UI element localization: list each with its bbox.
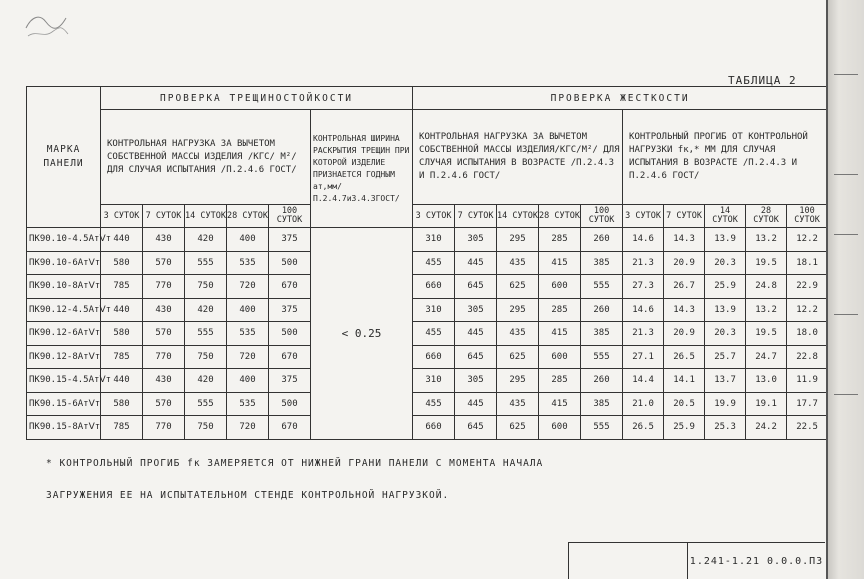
crack-load-value: 375 [269,228,311,252]
panel-mark: ПК90.12-8АтⅤт [27,345,101,369]
panel-mark: ПК90.10-4.5АтⅤт [27,228,101,252]
panel-mark: ПК90.15-8АтⅤт [27,416,101,440]
crack-load-value: 720 [227,275,269,299]
age-header-row [27,205,828,228]
deflection-value: 21.0 [623,392,664,416]
stiffness-load-value: 455 [413,251,455,275]
stiffness-load-value: 645 [455,275,497,299]
crack-load-header: КОНТРОЛЬНАЯ НАГРУЗКА ЗА ВЫЧЕТОМ СОБСТВЕННОЙ МАССЫ ИЗДЕЛИЯ /КГС/ М²/ ДЛЯ СЛУЧАЯ ИСПЫТАНИЯ /П.2.4.6 ГОСТ/ [101,110,311,205]
stiffness-load-value: 555 [581,416,623,440]
deflection-value: 26.7 [664,275,705,299]
table-row [27,392,828,416]
deflection-value: 14.3 [664,228,705,252]
crack-load-value: 770 [143,345,185,369]
deflection-value: 14.1 [664,369,705,393]
deflection-value: 19.5 [746,322,787,346]
stiffness-load-value: 305 [455,228,497,252]
stiffness-load-value: 415 [539,251,581,275]
panel-mark: ПК90.10-8АтⅤт [27,275,101,299]
crack-load-value: 500 [269,392,311,416]
crack-load-value: 440 [101,228,143,252]
adjacent-page-edge [826,0,864,579]
stiffness-load-value: 445 [455,392,497,416]
crack-load-value: 430 [143,228,185,252]
stiffness-load-value: 625 [497,345,539,369]
crack-load-value: 580 [101,322,143,346]
table-row [27,275,828,299]
deflection-value: 21.3 [623,251,664,275]
footnote-line-2: ЗАГРУЖЕНИЯ ЕЕ НА ИСПЫТАТЕЛЬНОМ СТЕНДЕ КОНТРОЛЬНОЙ НАГРУЗКОЙ. [46,490,450,501]
stiffness-load-value: 310 [413,369,455,393]
table-row [27,228,828,252]
stiffness-load-value: 555 [581,275,623,299]
deflection-value: 19.9 [705,392,746,416]
deflection-value: 13.9 [705,228,746,252]
age-header: 28 СУТОК [539,205,581,228]
deflection-value: 20.5 [664,392,705,416]
stiffness-load-value: 305 [455,369,497,393]
crack-width-header: КОНТРОЛЬНАЯ ШИРИНА РАСКРЫТИЯ ТРЕЩИН ПРИ КОТОРОЙ ИЗДЕЛИЕ ПРИЗНАЕТСЯ ГОДНЫМ aт,мм/П.2.4.7и3.4.3ГОСТ/ [311,110,413,228]
stiffness-load-value: 625 [497,275,539,299]
deflection-value: 14.6 [623,298,664,322]
crack-load-value: 555 [185,322,227,346]
edge-mark [834,220,858,235]
panel-mark: ПК90.15-6АтⅤт [27,392,101,416]
stiffness-load-value: 660 [413,416,455,440]
deflection-value: 20.3 [705,251,746,275]
deflection-value: 22.8 [787,345,828,369]
crack-load-value: 580 [101,251,143,275]
stiffness-load-value: 445 [455,251,497,275]
crack-load-value: 420 [185,298,227,322]
deflection-value: 11.9 [787,369,828,393]
table-row [27,416,828,440]
stiffness-load-value: 645 [455,345,497,369]
deflection-value: 26.5 [664,345,705,369]
crack-load-value: 750 [185,345,227,369]
stiffness-load-value: 645 [455,416,497,440]
deflection-value: 14.6 [623,228,664,252]
stiffness-load-value: 415 [539,322,581,346]
stiffness-load-value: 385 [581,322,623,346]
footnote-line-1: * КОНТРОЛЬНЫЙ ПРОГИБ fк ЗАМЕРЯЕТСЯ ОТ НИЖНЕЙ ГРАНИ ПАНЕЛИ С МОМЕНТА НАЧАЛА [46,458,544,469]
crack-load-value: 770 [143,275,185,299]
crack-load-value: 785 [101,416,143,440]
edge-mark [834,380,858,395]
crack-load-value: 400 [227,228,269,252]
footnote [46,448,726,512]
age-header: 7 СУТОК [664,205,705,228]
deflection-value: 24.7 [746,345,787,369]
deflection-value: 22.9 [787,275,828,299]
stiffness-load-value: 555 [581,345,623,369]
crack-load-value: 375 [269,298,311,322]
stiffness-load-value: 285 [539,298,581,322]
deflection-value: 18.0 [787,322,828,346]
deflection-header: КОНТРОЛЬНЫЙ ПРОГИБ ОТ КОНТРОЛЬНОЙ НАГРУЗКИ fк,* ММ ДЛЯ СЛУЧАЯ ИСПЫТАНИЯ В ВОЗРАСТЕ /П.2.4.3 И П.2.4.6 ГОСТ/ [623,110,828,205]
deflection-value: 17.7 [787,392,828,416]
stiffness-load-value: 445 [455,322,497,346]
deflection-value: 12.2 [787,298,828,322]
deflection-value: 26.5 [623,416,664,440]
stiffness-load-value: 260 [581,228,623,252]
panel-mark: ПК90.12-6АтⅤт [27,322,101,346]
deflection-value: 13.2 [746,228,787,252]
table-body [27,228,828,440]
deflection-value: 20.3 [705,322,746,346]
age-header: 100 СУТОК [787,205,828,228]
deflection-value: 27.3 [623,275,664,299]
crack-load-value: 580 [101,392,143,416]
test-parameters-table [26,86,828,440]
crack-load-value: 400 [227,369,269,393]
crack-load-value: 430 [143,369,185,393]
age-header: 14 СУТОК [705,205,746,228]
stiffness-load-value: 310 [413,228,455,252]
age-header: 100 СУТОК [269,205,311,228]
stiffness-header: ПРОВЕРКА ЖЕСТКОСТИ [413,87,828,110]
crack-load-value: 770 [143,416,185,440]
deflection-value: 25.9 [705,275,746,299]
stiffness-load-value: 285 [539,369,581,393]
crack-load-value: 570 [143,251,185,275]
panel-mark: ПК90.10-6АтⅤт [27,251,101,275]
crack-load-value: 570 [143,392,185,416]
stiffness-load-value: 415 [539,392,581,416]
crack-load-value: 535 [227,392,269,416]
crack-load-value: 535 [227,251,269,275]
deflection-value: 14.3 [664,298,705,322]
deflection-value: 13.9 [705,298,746,322]
panel-mark-header: МАРКА ПАНЕЛИ [27,87,101,228]
age-header: 28 СУТОК [746,205,787,228]
crack-load-value: 670 [269,275,311,299]
stiffness-load-value: 600 [539,416,581,440]
stiffness-load-value: 260 [581,369,623,393]
stiffness-load-value: 435 [497,322,539,346]
crack-load-value: 500 [269,322,311,346]
stiffness-load-header: КОНТРОЛЬНАЯ НАГРУЗКА ЗА ВЫЧЕТОМ СОБСТВЕННОЙ МАССЫ ИЗДЕЛИЯ/КГС/М²/ ДЛЯ СЛУЧАЯ ИСПЫТАНИЯ В ВОЗРАСТЕ /П.2.4.3 И П.2.4.6 ГОСТ/ [413,110,623,205]
age-header: 7 СУТОК [455,205,497,228]
deflection-value: 19.1 [746,392,787,416]
deflection-value: 13.7 [705,369,746,393]
stiffness-load-value: 660 [413,345,455,369]
deflection-value: 13.2 [746,298,787,322]
age-header: 100 СУТОК [581,205,623,228]
age-header: 3 СУТОК [101,205,143,228]
age-header: 14 СУТОК [497,205,539,228]
table-row [27,251,828,275]
stiffness-load-value: 310 [413,298,455,322]
deflection-value: 12.2 [787,228,828,252]
stiffness-load-value: 600 [539,275,581,299]
edge-mark [834,300,858,315]
deflection-value: 25.3 [705,416,746,440]
age-header: 14 СУТОК [185,205,227,228]
crack-load-value: 500 [269,251,311,275]
panel-mark: ПК90.12-4.5АтⅤт [27,298,101,322]
stiffness-load-value: 435 [497,251,539,275]
deflection-value: 20.9 [664,251,705,275]
crack-load-value: 785 [101,275,143,299]
stiffness-load-value: 295 [497,369,539,393]
stiffness-load-value: 305 [455,298,497,322]
crack-load-value: 375 [269,369,311,393]
crack-load-value: 420 [185,228,227,252]
stiffness-load-value: 385 [581,392,623,416]
crack-resistance-header: ПРОВЕРКА ТРЕЩИНОСТОЙКОСТИ [101,87,413,110]
stiffness-load-value: 625 [497,416,539,440]
drawing-code: 1.241-1.21 0.0.0.ПЗ [687,543,825,579]
crack-load-value: 535 [227,322,269,346]
crack-load-value: 570 [143,322,185,346]
edge-mark [834,160,858,175]
crack-load-value: 420 [185,369,227,393]
crack-load-value: 555 [185,251,227,275]
crack-load-value: 720 [227,345,269,369]
crack-load-value: 720 [227,416,269,440]
stiffness-load-value: 455 [413,322,455,346]
title-block-stamp [568,542,825,579]
age-header: 3 СУТОК [413,205,455,228]
panel-mark: ПК90.15-4.5АтⅤт [27,369,101,393]
stiffness-load-value: 660 [413,275,455,299]
crack-load-value: 670 [269,416,311,440]
stiffness-load-value: 455 [413,392,455,416]
stiffness-load-value: 295 [497,298,539,322]
deflection-value: 18.1 [787,251,828,275]
deflection-value: 14.4 [623,369,664,393]
crack-load-value: 750 [185,416,227,440]
table-row [27,322,828,346]
table-row [27,369,828,393]
edge-mark [834,60,858,75]
crack-load-value: 670 [269,345,311,369]
table-row [27,298,828,322]
stiffness-load-value: 600 [539,345,581,369]
stiffness-load-value: 385 [581,251,623,275]
stiffness-load-value: 295 [497,228,539,252]
deflection-value: 25.9 [664,416,705,440]
deflection-value: 24.8 [746,275,787,299]
deflection-value: 27.1 [623,345,664,369]
stiffness-load-value: 260 [581,298,623,322]
table-row [27,345,828,369]
table-label: ТАБЛИЦА 2 [728,74,797,87]
crack-load-value: 430 [143,298,185,322]
crack-load-value: 400 [227,298,269,322]
age-header: 3 СУТОК [623,205,664,228]
deflection-value: 22.5 [787,416,828,440]
crack-load-value: 440 [101,369,143,393]
deflection-value: 25.7 [705,345,746,369]
deflection-value: 24.2 [746,416,787,440]
handwritten-scribble [22,8,72,44]
deflection-value: 13.0 [746,369,787,393]
deflection-value: 20.9 [664,322,705,346]
age-header: 28 СУТОК [227,205,269,228]
stiffness-load-value: 435 [497,392,539,416]
crack-load-value: 440 [101,298,143,322]
age-header: 7 СУТОК [143,205,185,228]
deflection-value: 19.5 [746,251,787,275]
deflection-value: 21.3 [623,322,664,346]
crack-width-value: < 0.25 [311,228,413,440]
stiffness-load-value: 285 [539,228,581,252]
crack-load-value: 750 [185,275,227,299]
crack-load-value: 785 [101,345,143,369]
crack-load-value: 555 [185,392,227,416]
